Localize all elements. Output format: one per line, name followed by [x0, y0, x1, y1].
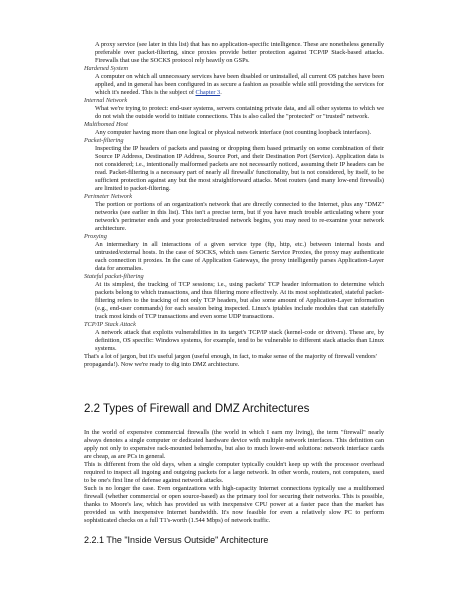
- definition-multihomed-host: Any computer having more than one logical or physical network interface (not counting loopback interfaces).: [95, 129, 372, 136]
- term-perimeter-network: Perimeter Network: [84, 193, 133, 200]
- term-internal-network: Internal Network: [84, 97, 128, 104]
- term-proxying: Proxying: [84, 233, 107, 240]
- definition-hardened-system: [95, 73, 384, 97]
- definition-hardened-system-text: A computer on which all unnecessary services have been disabled or uninstalled, all current OS patches have been applied, and in general has been configured in as secure a fashion as possible while still providing the services for which it's needed. This is the subject of: [95, 73, 384, 96]
- definition-internal-network: What we're trying to protect: end-user systems, servers containing private data, and all other systems to which we do not wish the outside world to initiate connections. This is also called the "protected" or "trusted" network.: [95, 105, 384, 120]
- glossary-list: [84, 41, 384, 369]
- term-tcp-ip-stack-attack: TCP/IP Stack Attack: [84, 321, 136, 328]
- section-body: [84, 429, 384, 525]
- definition-hardened-system-end: .: [220, 89, 222, 96]
- term-stateful-packet-filtering: Stateful packet-filtering: [84, 273, 144, 280]
- term-multihomed-host: Multihomed Host: [84, 121, 128, 128]
- definition-stateful-packet-filtering: At its simplest, the tracking of TCP sessions; i.e., using packets' TCP header information to determine which packets belong to which transactions, and thus filtering more effectively. At its most sophisticated, stateful packet-filtering refers to the tracking of not only TCP headers, but also some amount of Application-Layer information (e.g., end-user commands) for each session being inspected. Linux's iptables include modules that can statefully track most kinds of TCP transactions and even some UDP transactions.: [95, 281, 384, 320]
- closing-paragraph: That's a lot of jargon, but it's useful jargon (useful enough, in fact, to make sense of the majority of firewall vendors' propaganda!). Now we're ready to dig into DMZ architecture.: [84, 353, 377, 368]
- subsection-heading: 2.2.1 The "Inside Versus Outside" Architecture: [84, 535, 269, 545]
- definition-packet-filtering: Inspecting the IP headers of packets and passing or dropping them based primarily on some combination of their Source IP Address, Destination IP Address, Source Port, and their Destination Port (Service). Application data is not considered; i.e., intentionally malformed packets are not necessarily noticed, assuming their IP headers can be read. Packet-filtering is a necessary part of nearly all firewalls' functionality, but is not considered, by itself, to be sufficient protection against any but the most straightforward attacks. Most routers (and many low-end firewalls) are limited to packet-filtering.: [95, 145, 384, 192]
- section-paragraph-1: In the world of expensive commercial firewalls (the world in which I earn my living), the term "firewall" nearly always denotes a single computer or dedicated hardware device with multiple network interfaces. This definition can apply not only to expensive rack-mounted behemoths, but also to much lower-end solutions: network interface cards are cheap, as are PCs in general.: [84, 429, 384, 460]
- section-heading: 2.2 Types of Firewall and DMZ Architectures: [84, 403, 310, 415]
- definition-perimeter-network: The portion or portions of an organization's network that are directly connected to the Internet, plus any "DMZ" networks (see earlier in this list). This isn't a precise term, but if you have much trouble articulating where your network's perimeter ends and your protected/trusted network begins, you may need to re-examine your network architecture.: [95, 201, 384, 232]
- definition-tcp-ip-stack-attack: A network attack that exploits vulnerabilities in its target's TCP/IP stack (kernel-code or drivers). These are, by definition, OS specific: Windows systems, for example, tend to be vulnerable to different stack attacks than Linux systems.: [95, 329, 384, 352]
- section-paragraph-2: This is different from the old days, when a single computer typically couldn't keep up with the processor overhead required to inspect all ingoing and outgoing packets for a large network. In other words, routers, not computers, used to be one's first line of defense against network attacks.: [84, 461, 384, 484]
- term-hardened-system: Hardened System: [84, 65, 129, 72]
- chapter-3-link[interactable]: Chapter 3: [195, 89, 221, 96]
- term-packet-filtering: Packet-filtering: [84, 137, 124, 144]
- section-paragraph-3: Such is no longer the case. Even organizations with high-capacity Internet connections typically use a multihomed firewall (whether commercial or open source-based) as the primary tool for securing their networks. This is possible, thanks to Moore's law, which has provided us with inexpensive CPU power at a faster pace than the market has provided us with inexpensive Internet bandwidth. It's now feasible for even a relatively slow PC to perform sophisticated checks on a full T1's-worth (1.544 Mbps) of network traffic.: [84, 485, 384, 524]
- definition-gsp: A proxy service (see later in this list) that has no application-specific intelligence. These are nonetheless generally preferable over packet-filtering, since proxies provide better protection against TCP/IP Stack-based attacks. Firewalls that use the SOCKS protocol rely heavily on GSPs.: [95, 41, 384, 64]
- definition-proxying: An intermediary in all interactions of a given service type (ftp, http, etc.) between internal hosts and untrusted/external hosts. In the case of SOCKS, which uses Generic Service Proxies, the proxy may authenticate each connection it proxies. In the case of Application Gateways, the proxy intelligently parses Application-Layer data for anomalies.: [95, 241, 384, 272]
